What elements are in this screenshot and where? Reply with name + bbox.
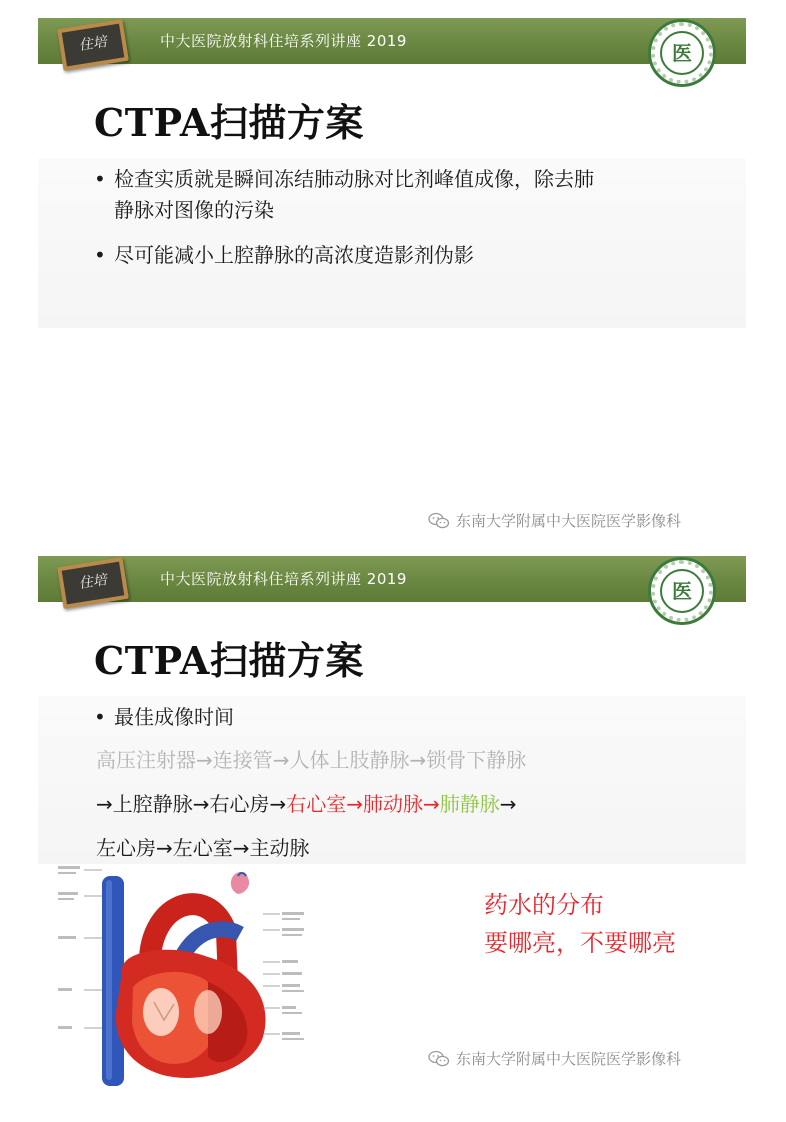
chalkboard-sign-icon bbox=[57, 557, 129, 609]
hospital-logo-icon: 医 bbox=[648, 19, 716, 87]
hospital-logo-icon: 医 bbox=[648, 557, 716, 625]
bullet-marker: • bbox=[94, 167, 106, 191]
bullet-item bbox=[94, 164, 704, 226]
flow-line-3: 左心房→左心室→主动脉 bbox=[96, 836, 310, 860]
caption-line-1: 药水的分布 bbox=[484, 891, 604, 919]
footer-text: 东南大学附属中大医院医学影像科 bbox=[456, 1050, 682, 1068]
bullet-text-line: 尽可能减小上腔静脉的高浓度造影剂伪影 bbox=[114, 243, 474, 267]
flow-line-2 bbox=[96, 790, 517, 818]
heart-diagram-icon bbox=[58, 862, 308, 1092]
slide-header bbox=[38, 556, 746, 602]
slide-title: CTPA扫描方案 bbox=[94, 638, 364, 683]
flow-segment: → bbox=[499, 792, 517, 816]
slide-1 bbox=[38, 18, 746, 548]
footer-brand bbox=[428, 1048, 681, 1069]
bullet-text: 最佳成像时间 bbox=[114, 705, 234, 729]
bullet-marker: • bbox=[94, 705, 106, 729]
footer-text: 东南大学附属中大医院医学影像科 bbox=[456, 512, 682, 530]
flow-line-1: 高压注射器→连接管→人体上肢静脉→锁骨下静脉 bbox=[96, 748, 527, 772]
flow-segment-highlight-green: 肺静脉 bbox=[439, 792, 500, 816]
slide-2 bbox=[38, 556, 746, 1086]
wechat-icon bbox=[428, 512, 450, 530]
chalkboard-sign-icon bbox=[57, 19, 129, 71]
slide-title: CTPA扫描方案 bbox=[94, 100, 364, 145]
footer-brand bbox=[428, 510, 681, 531]
header-title: 中大医院放射科住培系列讲座 2019 bbox=[160, 32, 407, 50]
sign-text: 住培 bbox=[77, 571, 108, 593]
bullet-text-line: 检查实质就是瞬间冻结肺动脉对比剂峰值成像，除去肺 bbox=[114, 167, 594, 191]
bullet-text-line: 静脉对图像的污染 bbox=[114, 198, 274, 222]
header-title: 中大医院放射科住培系列讲座 2019 bbox=[160, 570, 407, 588]
bullet-item bbox=[94, 702, 704, 733]
bullet-item bbox=[94, 240, 704, 271]
wechat-icon bbox=[428, 1050, 450, 1068]
slide-header bbox=[38, 18, 746, 64]
bullet-marker: • bbox=[94, 243, 106, 267]
flow-segment: →上腔静脉→右心房→ bbox=[96, 792, 287, 816]
sign-text: 住培 bbox=[77, 33, 108, 55]
caption-line-2: 要哪亮，不要哪亮 bbox=[484, 929, 676, 957]
flow-segment-highlight-red: 右心室→肺动脉→ bbox=[286, 792, 440, 816]
